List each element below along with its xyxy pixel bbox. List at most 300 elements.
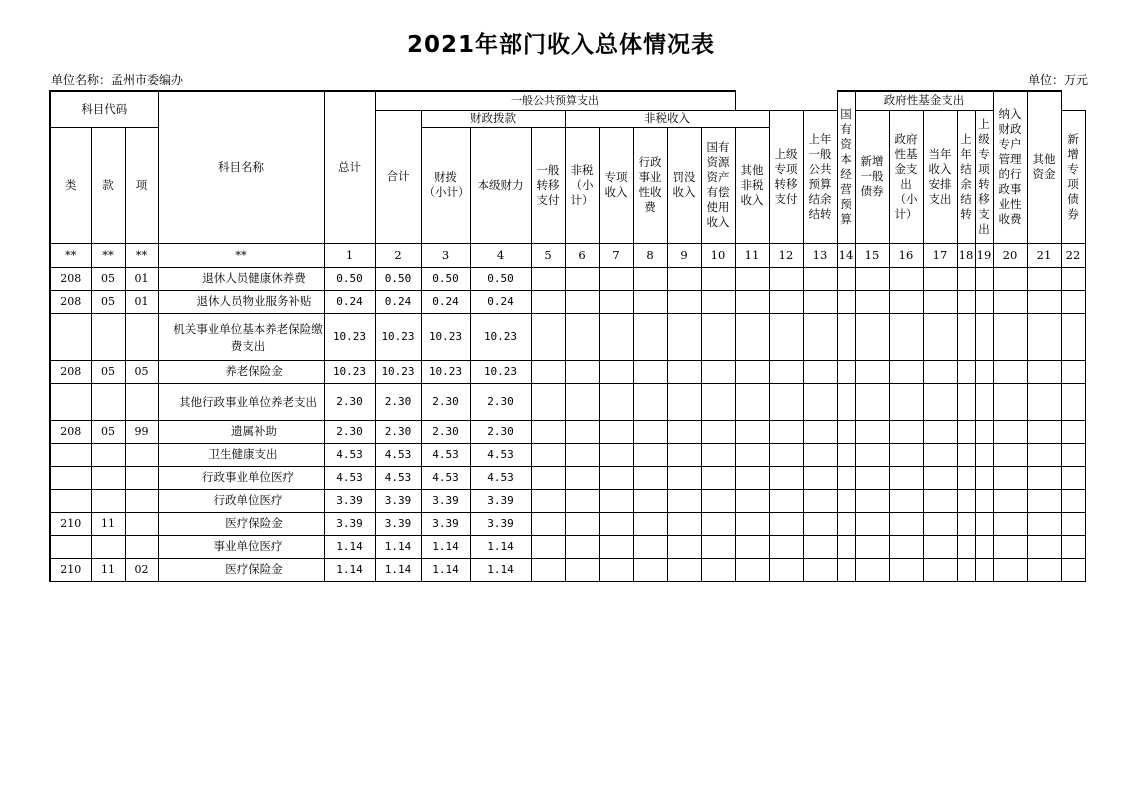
empty-cell [769, 420, 803, 443]
general-budget-header: 一般公共预算支出 [375, 91, 735, 110]
fiscal-subtotal-cell: 0.50 [421, 267, 470, 290]
empty-cell [957, 443, 975, 466]
table-row [50, 420, 1085, 443]
empty-cell [599, 420, 633, 443]
empty-cell [633, 313, 667, 360]
empty-cell [855, 383, 889, 420]
empty-cell [803, 489, 837, 512]
lei-cell: 210 [50, 512, 91, 535]
index-cell: 16 [889, 243, 923, 267]
index-cell: 3 [421, 243, 470, 267]
xiang-cell: 01 [125, 290, 158, 313]
total-cell: 3.39 [324, 512, 375, 535]
empty-cell [1027, 558, 1061, 581]
table-row [50, 383, 1085, 420]
gov-fund-header: 政府性基金支出 [855, 91, 993, 110]
empty-cell [735, 489, 769, 512]
empty-cell [923, 558, 957, 581]
empty-cell [855, 443, 889, 466]
xiang-header: 项 [125, 127, 158, 243]
empty-cell [837, 360, 855, 383]
index-cell: 17 [923, 243, 957, 267]
index-cell: 5 [531, 243, 565, 267]
empty-cell [803, 512, 837, 535]
empty-cell [769, 443, 803, 466]
fiscal-subtotal-cell: 1.14 [421, 558, 470, 581]
empty-cell [923, 466, 957, 489]
kuan-cell [91, 466, 125, 489]
empty-cell [889, 512, 923, 535]
empty-cell [837, 466, 855, 489]
empty-cell [599, 558, 633, 581]
total-cell: 3.39 [324, 489, 375, 512]
empty-cell [599, 383, 633, 420]
empty-cell [565, 535, 599, 558]
kuan-cell [91, 535, 125, 558]
sum-header: 合计 [375, 110, 421, 243]
empty-cell [769, 489, 803, 512]
empty-cell [633, 512, 667, 535]
empty-cell [1061, 267, 1085, 290]
empty-cell [633, 558, 667, 581]
empty-cell [957, 489, 975, 512]
sum-cell: 2.30 [375, 420, 421, 443]
empty-cell [957, 267, 975, 290]
empty-cell [993, 383, 1027, 420]
empty-cell [993, 313, 1027, 360]
empty-cell [565, 558, 599, 581]
subject-name-cell: 遗属补助 [158, 420, 324, 443]
superior-special-transfer-out-header: 上级专项转移支出 [975, 110, 993, 243]
empty-cell [923, 383, 957, 420]
table-row [50, 267, 1085, 290]
lei-cell: 208 [50, 420, 91, 443]
empty-cell [957, 290, 975, 313]
kuan-cell [91, 489, 125, 512]
empty-cell [993, 443, 1027, 466]
empty-cell [633, 290, 667, 313]
empty-cell [701, 558, 735, 581]
empty-cell [855, 558, 889, 581]
xiang-cell: 02 [125, 558, 158, 581]
empty-cell [993, 558, 1027, 581]
empty-cell [667, 383, 701, 420]
empty-cell [735, 443, 769, 466]
special-income-header: 专项收入 [599, 127, 633, 243]
empty-cell [957, 313, 975, 360]
empty-cell [923, 535, 957, 558]
empty-cell [599, 267, 633, 290]
table-row [50, 360, 1085, 383]
index-cell: 8 [633, 243, 667, 267]
empty-cell [957, 558, 975, 581]
fiscal-subtotal-cell: 4.53 [421, 443, 470, 466]
index-cell: 13 [803, 243, 837, 267]
kuan-cell: 05 [91, 420, 125, 443]
subject-name-cell: 卫生健康支出 [158, 443, 324, 466]
own-finance-cell: 0.50 [470, 267, 531, 290]
total-cell: 4.53 [324, 466, 375, 489]
total-cell: 10.23 [324, 313, 375, 360]
empty-cell [803, 443, 837, 466]
kuan-cell: 11 [91, 558, 125, 581]
empty-cell [889, 489, 923, 512]
empty-cell [701, 383, 735, 420]
table-row [50, 290, 1085, 313]
empty-cell [975, 420, 993, 443]
empty-cell [957, 535, 975, 558]
empty-cell [803, 466, 837, 489]
empty-cell [769, 558, 803, 581]
empty-cell [701, 313, 735, 360]
empty-cell [565, 313, 599, 360]
gov-fund-subtotal-header: 政府性基金支出（小计） [889, 110, 923, 243]
empty-cell [599, 489, 633, 512]
empty-cell [565, 443, 599, 466]
sum-cell: 10.23 [375, 360, 421, 383]
own-finance-cell: 4.53 [470, 443, 531, 466]
subject-name-cell: 医疗保险金 [158, 512, 324, 535]
own-finance-cell: 3.39 [470, 512, 531, 535]
superior-special-transfer-header: 上级专项转移支付 [769, 110, 803, 243]
total-header: 总计 [324, 91, 375, 243]
subject-name-cell: 机关事业单位基本养老保险缴费支出 [158, 313, 324, 360]
empty-cell [923, 489, 957, 512]
index-cell: 6 [565, 243, 599, 267]
empty-cell [701, 512, 735, 535]
other-nontax-header: 其他非税收入 [735, 127, 769, 243]
table-row [50, 489, 1085, 512]
empty-cell [837, 313, 855, 360]
empty-cell [565, 383, 599, 420]
xiang-cell: 99 [125, 420, 158, 443]
empty-cell [975, 466, 993, 489]
own-finance-cell: 4.53 [470, 466, 531, 489]
lei-cell [50, 489, 91, 512]
empty-cell [565, 489, 599, 512]
sum-cell: 1.14 [375, 535, 421, 558]
fiscal-subtotal-cell: 10.23 [421, 360, 470, 383]
fiscal-allocation-header: 财政拨款 [421, 110, 565, 127]
kuan-cell: 05 [91, 290, 125, 313]
sum-cell: 0.50 [375, 267, 421, 290]
empty-cell [889, 267, 923, 290]
empty-cell [803, 290, 837, 313]
empty-cell [889, 290, 923, 313]
lei-cell: 208 [50, 290, 91, 313]
total-cell: 10.23 [324, 360, 375, 383]
kuan-cell: 05 [91, 267, 125, 290]
empty-cell [889, 535, 923, 558]
empty-cell [957, 420, 975, 443]
empty-cell [993, 267, 1027, 290]
empty-cell [735, 383, 769, 420]
empty-cell [531, 267, 565, 290]
empty-cell [855, 420, 889, 443]
table-row [50, 313, 1085, 360]
empty-cell [667, 558, 701, 581]
empty-cell [889, 466, 923, 489]
empty-cell [889, 420, 923, 443]
index-cell: ** [91, 243, 125, 267]
empty-cell [855, 290, 889, 313]
own-finance-cell: 3.39 [470, 489, 531, 512]
empty-cell [667, 267, 701, 290]
empty-cell [565, 466, 599, 489]
empty-cell [1061, 420, 1085, 443]
empty-cell [599, 313, 633, 360]
index-cell: ** [50, 243, 91, 267]
empty-cell [599, 443, 633, 466]
empty-cell [633, 443, 667, 466]
own-finance-cell: 1.14 [470, 558, 531, 581]
fiscal-subtotal-header: 财拨（小计） [421, 127, 470, 243]
subject-name-cell: 退休人员物业服务补贴 [158, 290, 324, 313]
fines-header: 罚没收入 [667, 127, 701, 243]
empty-cell [975, 360, 993, 383]
empty-cell [803, 383, 837, 420]
sum-cell: 10.23 [375, 313, 421, 360]
empty-cell [923, 360, 957, 383]
empty-cell [565, 267, 599, 290]
own-finance-cell: 2.30 [470, 420, 531, 443]
empty-cell [735, 290, 769, 313]
empty-cell [993, 290, 1027, 313]
empty-cell [735, 267, 769, 290]
empty-cell [667, 512, 701, 535]
empty-cell [599, 512, 633, 535]
state-capital-header: 国有资本经营预算 [837, 91, 855, 243]
empty-cell [923, 420, 957, 443]
empty-cell [565, 290, 599, 313]
new-special-bond-header: 新增专项债券 [1061, 110, 1085, 243]
empty-cell [923, 512, 957, 535]
subject-name-cell: 养老保险金 [158, 360, 324, 383]
fiscal-subtotal-cell: 2.30 [421, 383, 470, 420]
new-general-bond-header: 新增一般债券 [855, 110, 889, 243]
own-finance-cell: 0.24 [470, 290, 531, 313]
empty-cell [803, 360, 837, 383]
empty-cell [667, 420, 701, 443]
empty-cell [531, 420, 565, 443]
empty-cell [769, 512, 803, 535]
table-row [50, 443, 1085, 466]
empty-cell [975, 489, 993, 512]
xiang-cell [125, 535, 158, 558]
empty-cell [735, 558, 769, 581]
empty-cell [837, 512, 855, 535]
index-row [50, 243, 1085, 267]
empty-cell [667, 443, 701, 466]
empty-cell [923, 443, 957, 466]
empty-cell [855, 512, 889, 535]
page-title: 2021年部门收入总体情况表 [406, 32, 715, 58]
empty-cell [1027, 267, 1061, 290]
table-row [50, 512, 1085, 535]
index-cell: 20 [993, 243, 1027, 267]
index-cell: 14 [837, 243, 855, 267]
prior-year-carryover-header: 上年一般公共预算结余结转 [803, 110, 837, 243]
empty-cell [993, 466, 1027, 489]
unit-name: 单位名称：孟州市委编办 [51, 73, 184, 87]
empty-cell [803, 535, 837, 558]
header-row-1 [50, 91, 1085, 110]
empty-cell [975, 512, 993, 535]
empty-cell [1027, 360, 1061, 383]
empty-cell [889, 443, 923, 466]
empty-cell [531, 290, 565, 313]
empty-cell [1061, 512, 1085, 535]
empty-cell [701, 420, 735, 443]
empty-cell [531, 558, 565, 581]
empty-cell [701, 290, 735, 313]
xiang-cell: 01 [125, 267, 158, 290]
empty-cell [701, 489, 735, 512]
empty-cell [975, 535, 993, 558]
xiang-cell [125, 466, 158, 489]
index-cell: 1 [324, 243, 375, 267]
fiscal-subtotal-cell: 3.39 [421, 512, 470, 535]
own-finance-header: 本级财力 [470, 127, 531, 243]
index-cell: 4 [470, 243, 531, 267]
total-cell: 4.53 [324, 443, 375, 466]
empty-cell [855, 360, 889, 383]
empty-cell [957, 383, 975, 420]
empty-cell [1027, 420, 1061, 443]
xiang-cell [125, 383, 158, 420]
lei-cell: 210 [50, 558, 91, 581]
empty-cell [769, 535, 803, 558]
table-row [50, 558, 1085, 581]
empty-cell [975, 267, 993, 290]
empty-cell [993, 512, 1027, 535]
empty-cell [1027, 512, 1061, 535]
total-cell: 0.50 [324, 267, 375, 290]
other-funds-header: 其他资金 [1027, 91, 1061, 243]
xiang-cell [125, 512, 158, 535]
empty-cell [769, 360, 803, 383]
own-finance-cell: 10.23 [470, 313, 531, 360]
empty-cell [837, 558, 855, 581]
income-table [49, 90, 1086, 582]
admin-fee-header: 行政事业性收费 [633, 127, 667, 243]
own-finance-cell: 10.23 [470, 360, 531, 383]
empty-cell [701, 267, 735, 290]
total-cell: 1.14 [324, 558, 375, 581]
empty-cell [889, 313, 923, 360]
empty-cell [667, 466, 701, 489]
subject-name-cell: 行政单位医疗 [158, 489, 324, 512]
empty-cell [1061, 558, 1085, 581]
empty-cell [633, 535, 667, 558]
empty-cell [855, 267, 889, 290]
lei-cell: 208 [50, 267, 91, 290]
empty-cell [1027, 466, 1061, 489]
index-cell: 12 [769, 243, 803, 267]
index-cell: 15 [855, 243, 889, 267]
empty-cell [531, 489, 565, 512]
subject-code-header: 科目代码 [50, 91, 158, 127]
table-row [50, 535, 1085, 558]
empty-cell [769, 313, 803, 360]
empty-cell [633, 383, 667, 420]
empty-cell [837, 383, 855, 420]
empty-cell [1061, 443, 1085, 466]
empty-cell [735, 535, 769, 558]
total-cell: 2.30 [324, 383, 375, 420]
empty-cell [923, 313, 957, 360]
empty-cell [889, 383, 923, 420]
empty-cell [769, 290, 803, 313]
empty-cell [667, 489, 701, 512]
empty-cell [599, 535, 633, 558]
empty-cell [975, 313, 993, 360]
empty-cell [837, 420, 855, 443]
empty-cell [803, 313, 837, 360]
sum-cell: 4.53 [375, 443, 421, 466]
index-cell: 22 [1061, 243, 1085, 267]
subject-name-header: 科目名称 [158, 91, 324, 243]
general-transfer-header: 一般转移支付 [531, 127, 565, 243]
empty-cell [1061, 313, 1085, 360]
empty-cell [599, 290, 633, 313]
subject-name-cell: 其他行政事业单位养老支出 [158, 383, 324, 420]
empty-cell [923, 290, 957, 313]
index-cell: 7 [599, 243, 633, 267]
unit-label: 单位：万元 [1027, 73, 1088, 87]
empty-cell [1027, 443, 1061, 466]
empty-cell [769, 267, 803, 290]
empty-cell [565, 420, 599, 443]
subject-name-cell: 退休人员健康休养费 [158, 267, 324, 290]
kuan-cell [91, 313, 125, 360]
index-cell: 2 [375, 243, 421, 267]
empty-cell [957, 512, 975, 535]
subject-name-cell: 医疗保险金 [158, 558, 324, 581]
empty-cell [531, 443, 565, 466]
empty-cell [855, 535, 889, 558]
empty-cell [531, 360, 565, 383]
empty-cell [1027, 313, 1061, 360]
total-cell: 1.14 [324, 535, 375, 558]
empty-cell [531, 383, 565, 420]
xiang-cell: 05 [125, 360, 158, 383]
empty-cell [1061, 489, 1085, 512]
index-cell: ** [125, 243, 158, 267]
empty-cell [599, 360, 633, 383]
empty-cell [889, 558, 923, 581]
empty-cell [975, 443, 993, 466]
empty-cell [1061, 383, 1085, 420]
fiscal-subtotal-cell: 0.24 [421, 290, 470, 313]
empty-cell [769, 466, 803, 489]
sum-cell: 0.24 [375, 290, 421, 313]
table-row [50, 466, 1085, 489]
empty-cell [735, 313, 769, 360]
empty-cell [837, 489, 855, 512]
empty-cell [837, 290, 855, 313]
xiang-cell [125, 443, 158, 466]
prior-year-balance-header: 上年结余结转 [957, 110, 975, 243]
empty-cell [565, 360, 599, 383]
empty-cell [701, 443, 735, 466]
xiang-cell [125, 313, 158, 360]
empty-cell [1027, 290, 1061, 313]
index-cell: 11 [735, 243, 769, 267]
fiscal-subtotal-cell: 4.53 [421, 466, 470, 489]
empty-cell [701, 360, 735, 383]
empty-cell [975, 290, 993, 313]
